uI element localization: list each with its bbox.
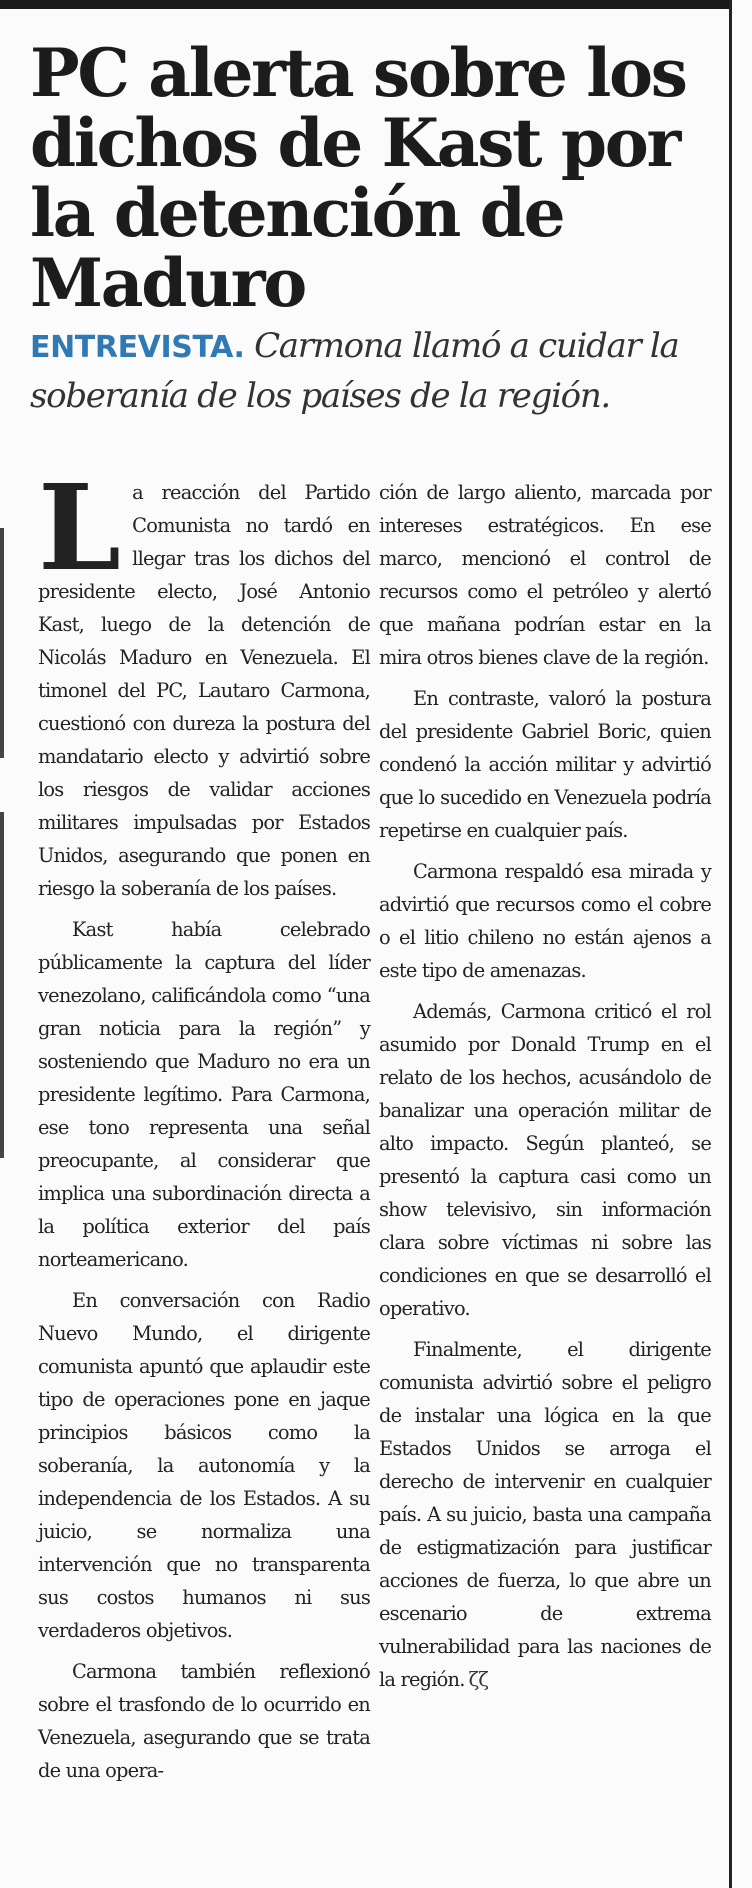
paragraph: Carmona respaldó esa mirada y advirtió que recursos como el cobre o el litio chileno no están ajenos a este tipo de amenazas. [379,860,711,982]
left-edge-mark [0,812,4,1158]
drop-cap: L [38,458,121,597]
paragraph-text: a reacción del Partido Comunista no tardó en llegar tras los dichos del presidente electo, José Antonio Kast, luego de la detención de Nicolás Maduro en Venezuela. El timonel del PC, Lautaro Carmona, cuestionó con dureza la postura del mandatario electo y advirtió sobre los riesgos de validar acciones militares impulsadas por Estados Unidos, asegurando que ponen en riesgo la soberanía de los países. [38,481,370,900]
paragraph: Además, Carmona criticó el rol asumido por Donald Trump en el relato de los hechos, acusándolo de banalizar una operación militar de alto impacto. Según planteó, se presentó la captura casi como un show televisivo, sin información clara sobre víctimas ni sobre las condiciones en que se desarrolló el operativo. [379,1000,711,1320]
right-border [729,0,732,1888]
paragraph: Kast había celebrado públicamente la captura del líder venezolano, calificándola como “una gran noticia para la región” y sosteniendo que Maduro no era un presidente legítimo. Para Carmona, ese tono representa una señal preocupante, al considerar que implica una subordinación directa a la política exterior del país norteamericano. [38,918,370,1271]
deck-text: Carmona llamó a cuidar la soberanía de los países de la región. [30,326,679,416]
paragraph: Carmona también reflexionó sobre el trasfondo de lo ocurrido en Venezuela, asegurando que se trata de una opera- [38,1660,370,1782]
headline: PC alerta sobre los dichos de Kast por la detención de Maduro [30,34,686,322]
top-rule [0,0,732,9]
kicker: ENTREVISTA. [30,330,245,365]
deck [30,322,720,420]
column-right [379,476,711,1704]
column-left [38,458,370,1795]
paragraph [38,458,370,905]
paragraph: ción de largo aliento, marcada por intereses estratégicos. En ese marco, mencionó el control de recursos como el petróleo y alertó que mañana podrían estar en la mira otros bienes clave de la región. [379,481,711,669]
paragraph: En conversación con Radio Nuevo Mundo, el dirigente comunista apuntó que aplaudir este tipo de operaciones pone en jaque principios básicos como la soberanía, la autonomía y la independencia de los Estados. A su juicio, se normaliza una intervención que no transparenta sus costos humanos ni sus verdaderos objetivos. [38,1289,370,1642]
paragraph-text: Finalmente, el dirigente comunista advirtió sobre el peligro de instalar una lógica en la que Estados Unidos se arroga el derecho de intervenir en cualquier país. A su juicio, basta una campaña de estigmatización para justificar acciones de fuerza, lo que abre un escenario de extrema vulnerabilidad para las naciones de la región. [379,1338,711,1691]
paragraph: En contraste, valoró la postura del presidente Gabriel Boric, quien condenó la acción militar y advirtió que lo sucedido en Venezuela podría repetirse en cualquier país. [379,687,711,842]
end-mark-icon: ζζ [468,1668,489,1691]
paragraph [379,1333,711,1696]
left-edge-mark [0,528,4,758]
